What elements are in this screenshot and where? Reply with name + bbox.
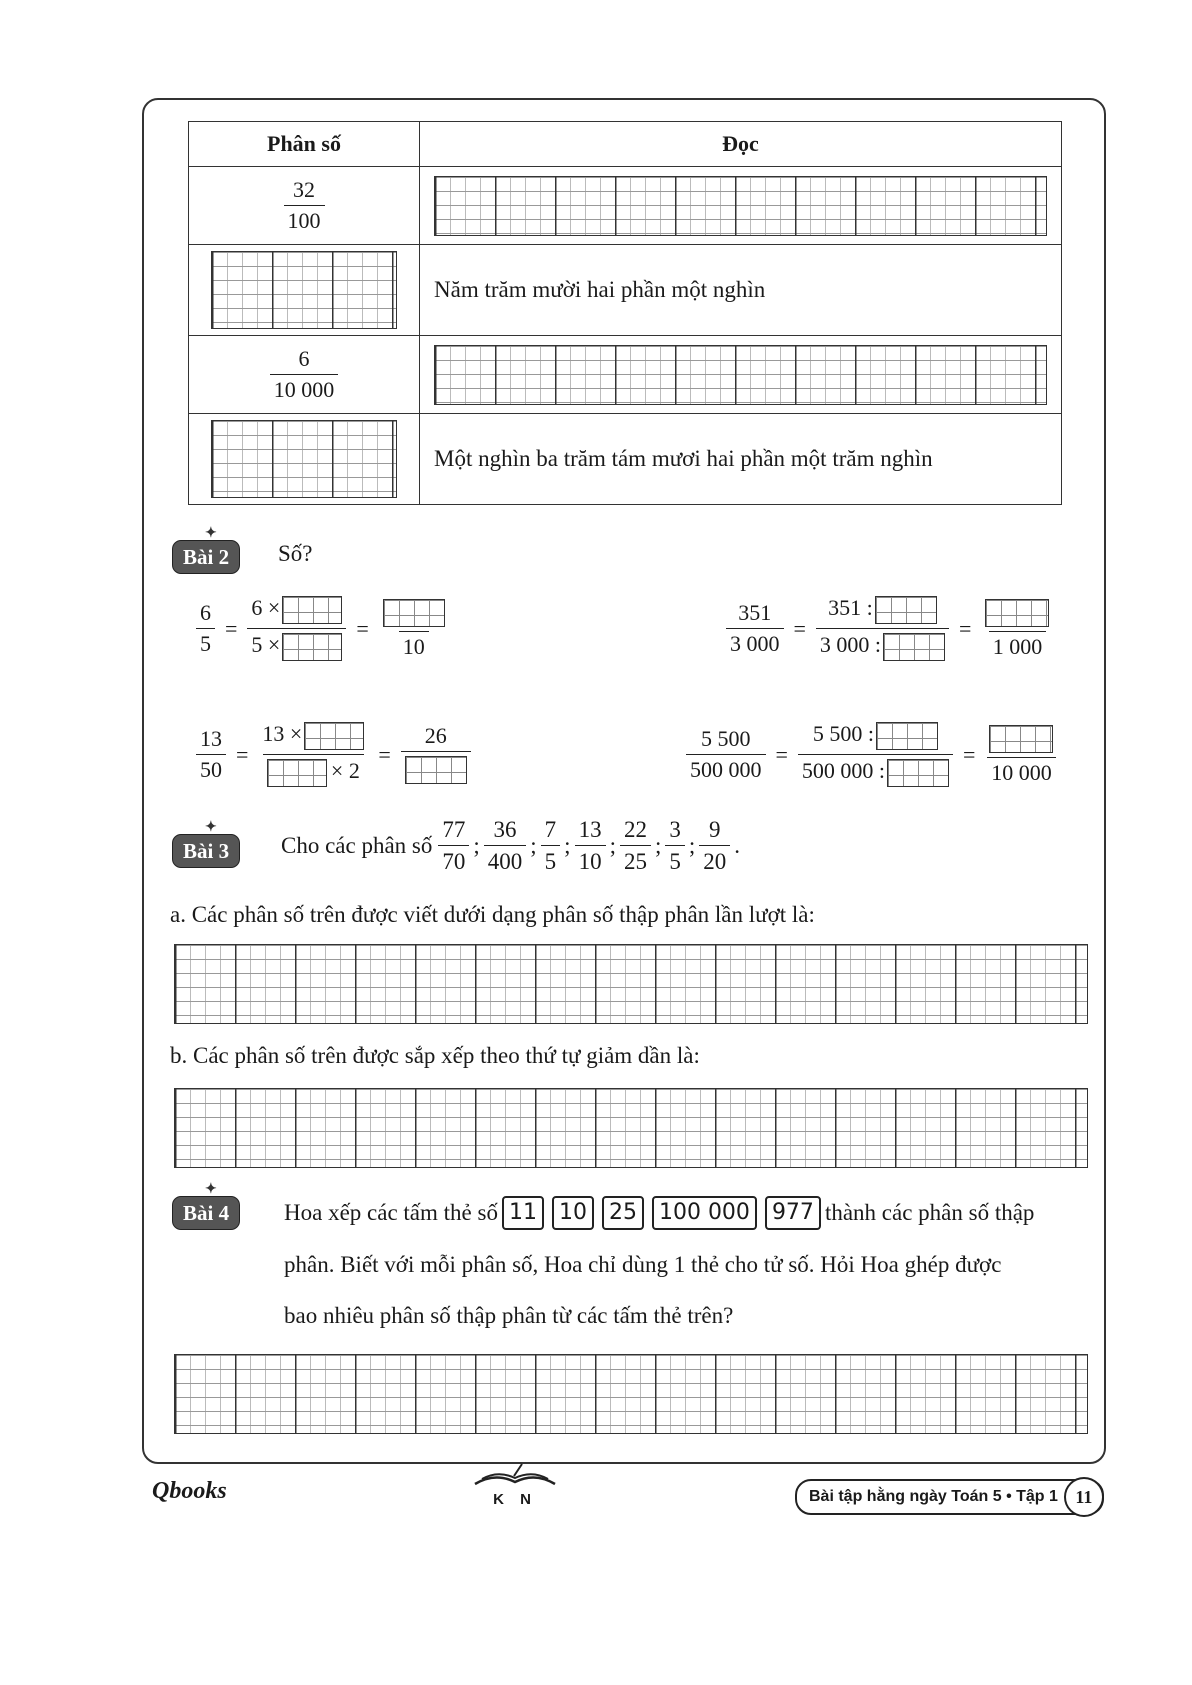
frac-den: 3 000: [726, 628, 784, 655]
header-reading: Đọc: [420, 122, 1062, 167]
bai4-text-before: Hoa xếp các tấm thẻ số: [284, 1200, 498, 1225]
answer-grid-bai4[interactable]: [174, 1354, 1088, 1434]
frac-num: 36: [493, 817, 517, 842]
book-title: Bài tập hằng ngày Toán 5 • Tập 1: [809, 1488, 1058, 1505]
star-icon: ✦: [205, 526, 217, 541]
star-icon: ✦: [205, 820, 217, 835]
badge-label: Bài 3: [183, 838, 230, 863]
frac-den-text: 3 000 :: [819, 632, 882, 658]
frac-num: 77: [442, 817, 466, 842]
answer-grid-b[interactable]: [174, 1088, 1088, 1168]
number-card: 25: [602, 1196, 644, 1230]
equals-sign: =: [959, 615, 972, 641]
equals-sign: =: [225, 615, 238, 641]
frac-den: 1 000: [989, 631, 1047, 658]
cell-reading-4: Một nghìn ba trăm tám mươi hai phần một trăm nghìn: [420, 414, 1062, 505]
frac-num: 351: [738, 600, 772, 625]
frac-num-text: 5 500 :: [812, 721, 875, 747]
blank-box[interactable]: [267, 759, 327, 787]
frac-num: 22: [623, 817, 647, 842]
answer-grid[interactable]: [211, 251, 397, 329]
equation-1: [196, 596, 449, 661]
cell-fraction-2: [189, 245, 420, 336]
frac-num: 32: [293, 177, 315, 202]
bai3-prompt-line: Cho các phân số $\frac{77}{70}$ ; $\frac{36}{400}$ ; $\frac{7}{5}$ ; $\frac{13}{10}$ ; $\frac{22}{25}$ ; $\frac{3}{5}$ ; $\frac{9}{20}$ .: [281, 817, 740, 874]
bai4-text-after: thành các phân số thập: [824, 1200, 1035, 1225]
frac-den: 10 000: [987, 757, 1056, 784]
cell-reading-3: [420, 336, 1062, 414]
equals-sign: =: [963, 741, 976, 767]
frac-num: 9: [708, 817, 721, 842]
frac-den: 100: [284, 205, 325, 232]
frac-den: 10 000: [270, 374, 339, 401]
equation-3: [196, 722, 471, 787]
header-fraction: Phân số: [189, 122, 420, 167]
equals-sign: =: [775, 741, 788, 767]
cell-reading-1: [420, 167, 1062, 245]
frac-den: 10: [399, 631, 429, 658]
frac-den-text: 500 000 :: [801, 758, 886, 784]
blank-box[interactable]: [282, 633, 342, 661]
bai4-line-2: phân. Biết với mỗi phân số, Hoa chỉ dùng 1 thẻ cho tử số. Hỏi Hoa ghép được: [284, 1252, 1002, 1277]
blank-box[interactable]: [887, 759, 949, 787]
frac-num-text: 13 ×: [262, 721, 303, 747]
number-card: 11: [502, 1196, 544, 1230]
frac-num-text: 6 ×: [251, 595, 281, 621]
frac-num: 13: [200, 726, 222, 751]
blank-box[interactable]: [383, 599, 445, 627]
footer-book-title: [795, 1479, 1104, 1515]
equals-sign: =: [793, 615, 806, 641]
frac-num: 6: [200, 600, 211, 625]
cell-fraction-4: [189, 414, 420, 505]
bai2-prompt: Số?: [278, 541, 313, 566]
frac-den-text: × 2: [330, 758, 360, 784]
qbooks-logo: Qbooks: [152, 1478, 227, 1504]
badge-label: Bài 4: [183, 1200, 230, 1225]
blank-box[interactable]: [989, 725, 1053, 753]
frac-den: 20: [699, 845, 730, 873]
cell-fraction-1: [189, 167, 420, 245]
answer-grid[interactable]: [434, 345, 1047, 405]
frac-den: 500 000: [686, 754, 766, 781]
equation-4: [686, 722, 1057, 787]
blank-box[interactable]: [985, 599, 1049, 627]
blank-box[interactable]: [405, 756, 467, 784]
kn-logo: [470, 1462, 560, 1508]
frac-den: 25: [620, 845, 651, 873]
frac-den: 5: [196, 628, 215, 655]
book-icon: [470, 1462, 560, 1492]
exercise-badge-4: [172, 1182, 240, 1230]
frac-den: 70: [438, 845, 469, 873]
equals-sign: =: [356, 615, 369, 641]
answer-grid[interactable]: [434, 176, 1047, 236]
bai4-line-1: [284, 1196, 1034, 1230]
answer-grid[interactable]: [211, 420, 397, 498]
cell-fraction-3: [189, 336, 420, 414]
frac-num: 13: [578, 817, 602, 842]
frac-num: 3: [669, 817, 681, 842]
frac-den: 5: [541, 845, 561, 873]
answer-grid-a[interactable]: [174, 944, 1088, 1024]
frac-num: 7: [544, 817, 557, 842]
frac-num: 26: [424, 723, 447, 748]
equals-sign: =: [236, 741, 249, 767]
frac-den: 10: [575, 845, 606, 873]
number-card: 977: [765, 1196, 821, 1230]
equals-sign: =: [378, 741, 391, 767]
frac-num: 6: [298, 346, 310, 371]
bai3-part-b: b. Các phân số trên được sắp xếp theo thứ tự giảm dần là:: [170, 1043, 700, 1068]
blank-box[interactable]: [883, 633, 945, 661]
bai4-line-3: bao nhiêu phân số thập phân từ các tấm thẻ trên?: [284, 1303, 734, 1328]
frac-den: 400: [484, 845, 527, 873]
blank-box[interactable]: [282, 596, 342, 624]
star-icon: ✦: [205, 1182, 217, 1197]
frac-den-text: 5 ×: [251, 632, 281, 658]
frac-num-text: 351 :: [828, 595, 873, 621]
frac-den: 5: [665, 845, 685, 873]
bai3-part-a: a. Các phân số trên được viết dưới dạng phân số thập phân lần lượt là:: [170, 902, 815, 927]
blank-box[interactable]: [875, 596, 937, 624]
number-card: 10: [552, 1196, 594, 1230]
kn-logo-text: K N: [493, 1491, 537, 1508]
number-card: 100 000: [652, 1196, 757, 1230]
page-number: 11: [1064, 1477, 1104, 1517]
cell-reading-2: Năm trăm mười hai phần một nghìn: [420, 245, 1062, 336]
frac-num: 5 500: [701, 726, 751, 751]
equation-2: [726, 596, 1053, 661]
exercise-badge-2: [172, 526, 240, 574]
exercise-badge-3: [172, 820, 240, 868]
frac-den: 50: [196, 754, 226, 781]
blank-box[interactable]: [876, 722, 938, 750]
blank-box[interactable]: [304, 722, 364, 750]
fraction-reading-table: [188, 121, 1062, 505]
badge-label: Bài 2: [183, 544, 230, 569]
bai3-prompt: Cho các phân số: [281, 832, 433, 858]
